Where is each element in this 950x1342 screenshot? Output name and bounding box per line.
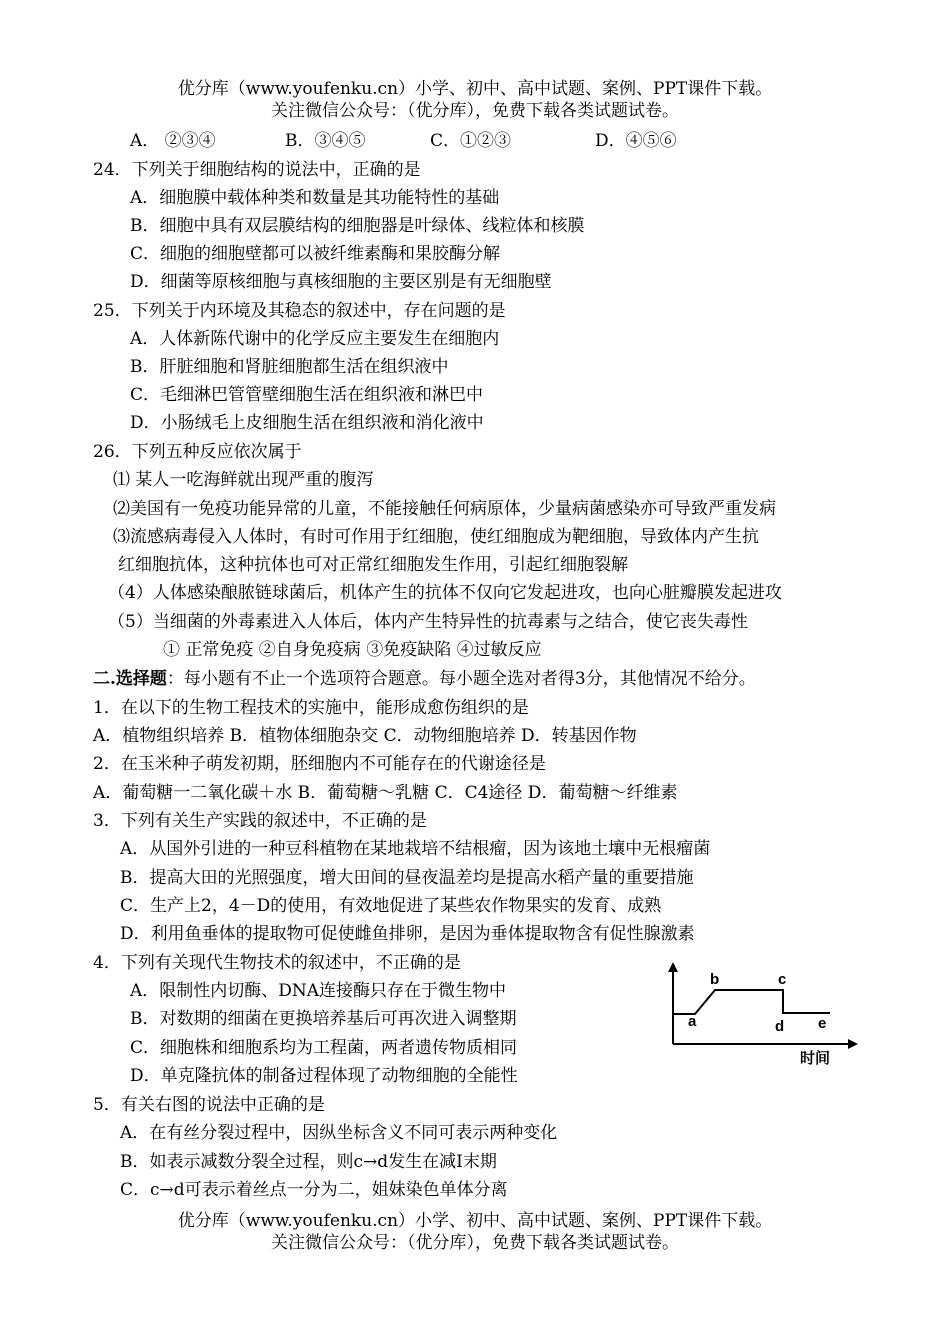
m1-stem: 1．在以下的生物工程技术的实施中，能形成愈伤组织的是 (93, 698, 529, 718)
m3-option-d: D．利用鱼垂体的提取物可促使雌鱼排卵，是因为垂体提取物含有促性腺激素 (120, 924, 695, 944)
m3-option-a: A．从国外引进的一种豆科植物在某地栽培不结根瘤，因为该地土壤中无根瘤菌 (120, 839, 711, 859)
m4-option-a: A．限制性内切酶、DNA连接酶只存在于微生物中 (130, 981, 507, 1001)
m1-options: A．植物组织培养 B．植物体细胞杂交 C．动物细胞培养 D．转基因作物 (93, 726, 637, 746)
q26-stem: 26．下列五种反应依次属于 (93, 442, 302, 462)
graph-x-label: 时间 (800, 1049, 831, 1067)
q26-item-4: （4）人体感染酿脓链球菌后，机体产生的抗体不仅向它发起进攻，也向心脏瓣膜发起进攻 (108, 583, 782, 603)
q24-stem: 24．下列关于细胞结构的说法中，正确的是 (93, 160, 421, 180)
graph-curve (673, 990, 830, 1014)
footer-line-2: 关注微信公众号：（优分库），免费下载各类试题试卷。 (271, 1233, 679, 1253)
section2-desc: ：每小题有不止一个选项符合题意。每小题全选对者得3分，其他情况不给分。 (166, 669, 756, 689)
m4-option-c: C．细胞株和细胞系均为工程菌，两者遗传物质相同 (130, 1038, 518, 1058)
q26-item-2: ⑵美国有一免疫功能异常的儿童，不能接触任何病原体，少量病菌感染亦可导致严重发病 (113, 499, 776, 519)
m5-option-a: A．在有丝分裂过程中，因纵坐标含义不同可表示两种变化 (120, 1123, 558, 1143)
m2-options: A．葡萄糖一二氧化碳＋水 B．葡萄糖～乳糖 C．C4途径 D．葡萄糖～纤维素 (93, 783, 678, 803)
graph-label-b: b (710, 971, 720, 988)
m3-option-c: C．生产上2，4－D的使用，有效地促进了某些农作物果实的发育、成熟 (120, 896, 662, 916)
q25-option-c: C．毛细淋巴管管壁细胞生活在组织液和淋巴中 (130, 385, 484, 405)
section2-title: 二.选择题 (93, 669, 167, 689)
y-axis-arrow (668, 962, 678, 972)
m2-stem: 2．在玉米种子萌发初期，胚细胞内不可能存在的代谢途径是 (93, 754, 546, 774)
section2-heading (93, 668, 756, 690)
footer-line-1: 优分库（www.youfenku.cn）小学、初中、高中试题、案例、PPT课件下载。 (177, 1211, 773, 1231)
q24-option-b: B．细胞中具有双层膜结构的细胞器是叶绿体、线粒体和核膜 (130, 216, 585, 236)
q23-option-d: D．④⑤⑥ (595, 131, 677, 151)
m4-option-b: B．对数期的细菌在更换培养基后可再次进入调整期 (130, 1009, 517, 1029)
m3-option-b: B．提高大田的光照强度，增大田间的昼夜温差均是提高水稻产量的重要措施 (120, 868, 694, 888)
q23-option-c: C．①②③ (430, 131, 512, 151)
q23-option-a: A． ②③④ (130, 131, 216, 151)
header-line-2: 关注微信公众号：（优分库），免费下载各类试题试卷。 (271, 101, 679, 121)
q24-option-a: A．细胞膜中载体种类和数量是其功能特性的基础 (130, 188, 500, 208)
q26-item-5: （5）当细菌的外毒素进入人体后，体内产生特异性的抗毒素与之结合，使它丧失毒性 (108, 612, 748, 632)
q25-option-b: B．肝脏细胞和肾脏细胞都生活在组织液中 (130, 357, 449, 377)
q25-stem: 25．下列关于内环境及其稳态的叙述中，存在问题的是 (93, 301, 506, 321)
q25-option-d: D．小肠绒毛上皮细胞生活在组织液和消化液中 (130, 413, 484, 433)
q26-item-1: ⑴ 某人一吃海鲜就出现严重的腹泻 (113, 470, 374, 490)
q26-choices: ① 正常免疫 ②自身免疫病 ③免疫缺陷 ④过敏反应 (163, 640, 542, 660)
q24-option-c: C．细胞的细胞壁都可以被纤维素酶和果胶酶分解 (130, 244, 501, 264)
graph-label-c: c (778, 971, 787, 988)
step-graph (660, 962, 860, 1072)
x-axis-arrow (848, 1039, 858, 1049)
m4-option-d: D．单克隆抗体的制备过程体现了动物细胞的全能性 (130, 1066, 518, 1086)
m4-stem: 4．下列有关现代生物技术的叙述中，不正确的是 (93, 953, 461, 973)
m5-stem: 5．有关右图的说法中正确的是 (93, 1095, 325, 1115)
graph-label-d: d (775, 1018, 785, 1035)
m5-option-b: B．如表示减数分裂全过程，则c→d发生在减Ⅰ末期 (120, 1152, 497, 1172)
q23-option-b: B．③④⑤ (285, 131, 366, 151)
q25-option-a: A．人体新陈代谢中的化学反应主要发生在细胞内 (130, 329, 500, 349)
graph-label-e: e (818, 1015, 827, 1032)
q26-item-3b: 红细胞抗体，这种抗体也可对正常红细胞发生作用，引起红细胞裂解 (118, 555, 628, 575)
graph-label-a: a (688, 1013, 697, 1030)
q26-item-3a: ⑶流感病毒侵入人体时，有时可作用于红细胞，使红细胞成为靶细胞，导致体内产生抗 (113, 527, 759, 547)
m3-stem: 3．下列有关生产实践的叙述中，不正确的是 (93, 811, 427, 831)
q24-option-d: D．细菌等原核细胞与真核细胞的主要区别是有无细胞壁 (130, 272, 552, 292)
header-line-1: 优分库（www.youfenku.cn）小学、初中、高中试题、案例、PPT课件下载。 (177, 79, 773, 99)
m5-option-c: C．c→d可表示着丝点一分为二，姐妹染色单体分离 (120, 1180, 508, 1200)
